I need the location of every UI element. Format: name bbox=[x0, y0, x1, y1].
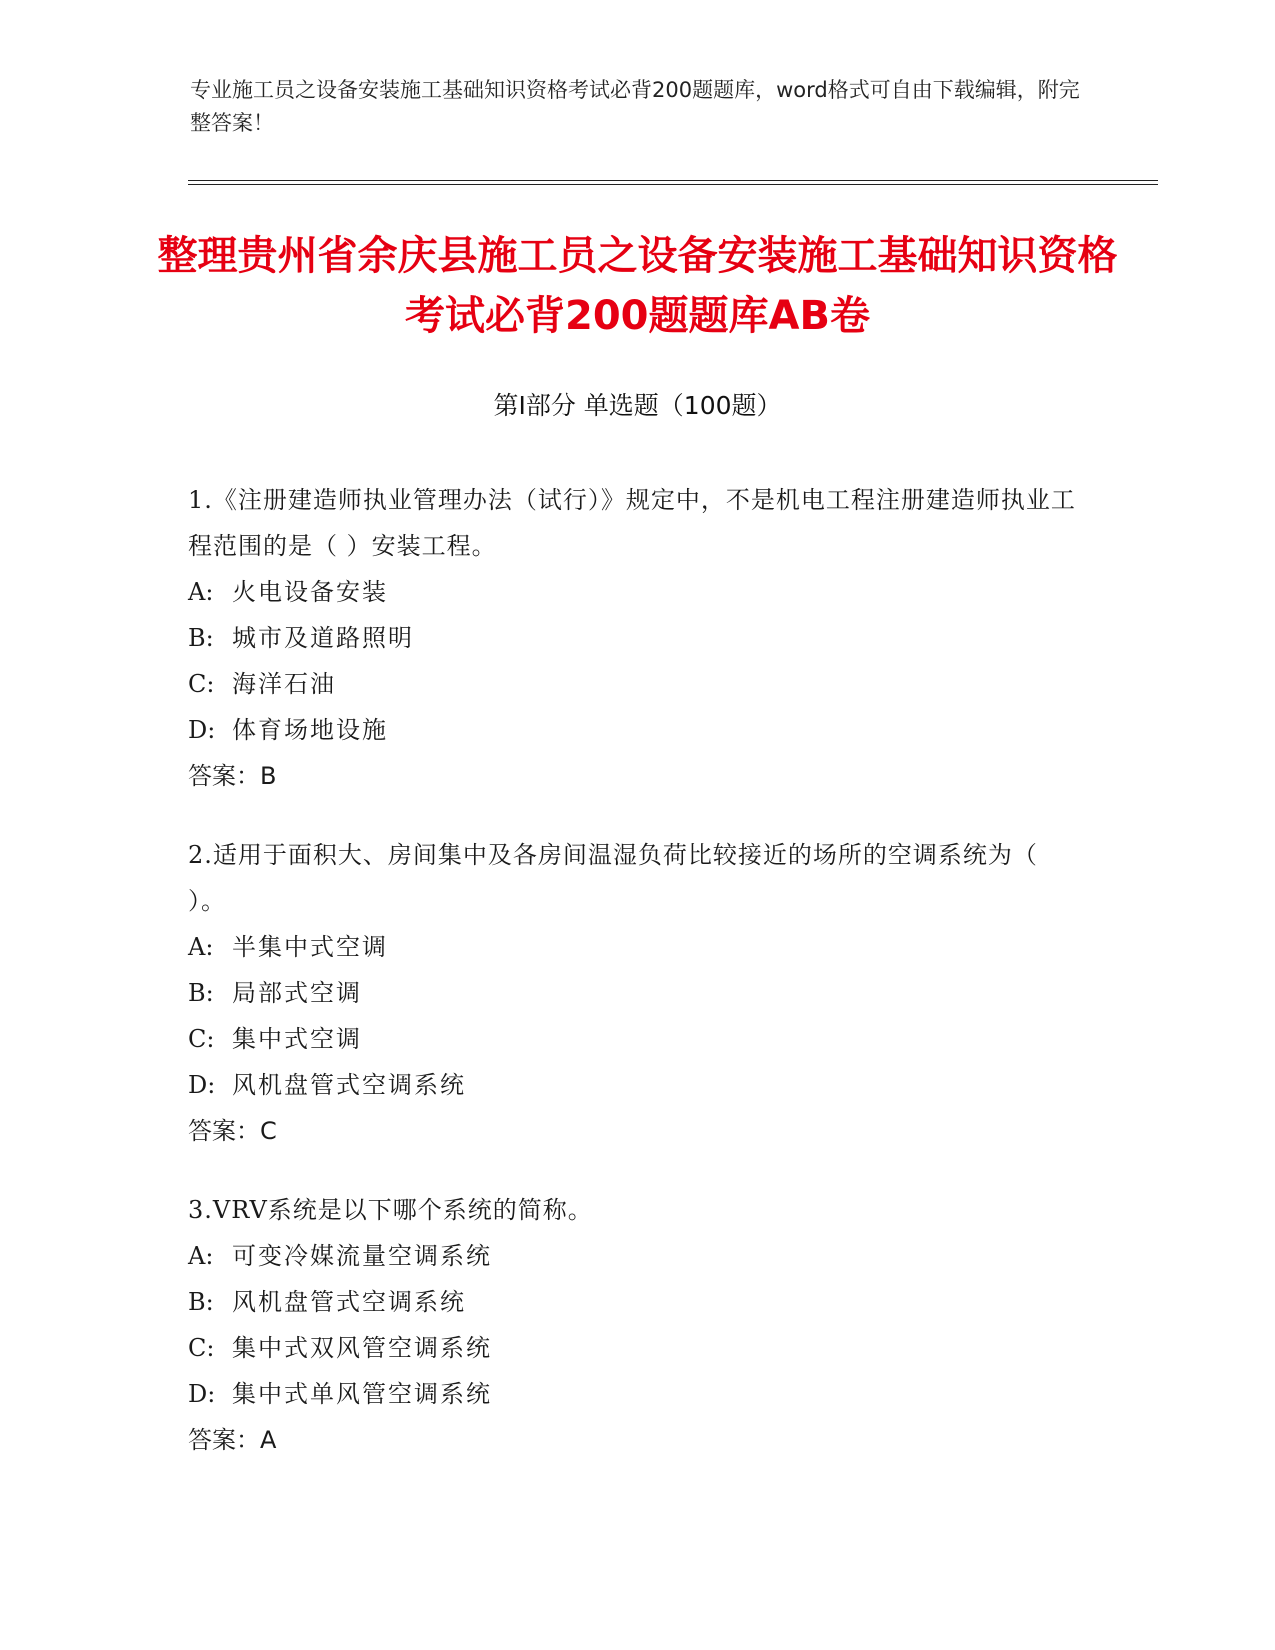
option-letter: B: bbox=[188, 979, 214, 1007]
header-divider-thin bbox=[188, 184, 1158, 185]
option-c bbox=[188, 1016, 1078, 1062]
option-text: 风机盘管式空调系统 bbox=[232, 1288, 466, 1316]
option-text: 城市及道路照明 bbox=[232, 624, 414, 652]
option-text: 局部式空调 bbox=[232, 979, 362, 1007]
section-title: 第Ⅰ部分 单选题（100题） bbox=[493, 391, 782, 420]
answer: 答案：B bbox=[188, 762, 277, 790]
option-letter: D: bbox=[188, 716, 216, 744]
question-2 bbox=[188, 832, 1078, 1154]
option-letter: A: bbox=[188, 578, 214, 606]
question-1 bbox=[188, 477, 1078, 799]
header-divider-thick bbox=[188, 180, 1158, 181]
option-text: 风机盘管式空调系统 bbox=[232, 1071, 466, 1099]
option-letter: A: bbox=[188, 933, 214, 961]
option-text: 可变冷媒流量空调系统 bbox=[232, 1242, 492, 1270]
option-d bbox=[188, 707, 1078, 753]
question-stem: 3.VRV系统是以下哪个系统的简称。 bbox=[188, 1196, 593, 1224]
answer: 答案：C bbox=[188, 1117, 277, 1145]
option-text: 体育场地设施 bbox=[232, 716, 388, 744]
question-3 bbox=[188, 1187, 1078, 1463]
option-text: 半集中式空调 bbox=[232, 933, 388, 961]
option-a bbox=[188, 1233, 1078, 1279]
option-letter: C: bbox=[188, 1025, 215, 1053]
option-a bbox=[188, 924, 1078, 970]
option-letter: A: bbox=[188, 1242, 214, 1270]
option-text: 火电设备安装 bbox=[232, 578, 388, 606]
answer: 答案：A bbox=[188, 1426, 277, 1454]
header-note: 专业施工员之设备安装施工基础知识资格考试必背200题题库，word格式可自由下载编辑，附完整答案！ bbox=[190, 78, 1080, 135]
option-d bbox=[188, 1371, 1078, 1417]
option-letter: D: bbox=[188, 1380, 216, 1408]
option-letter: B: bbox=[188, 1288, 214, 1316]
option-letter: C: bbox=[188, 1334, 215, 1362]
option-text: 集中式空调 bbox=[232, 1025, 362, 1053]
question-stem: 1.《注册建造师执业管理办法（试行）》规定中，不是机电工程注册建造师执业工程范围的是（ ）安装工程。 bbox=[188, 486, 1076, 560]
option-letter: C: bbox=[188, 670, 215, 698]
option-c bbox=[188, 661, 1078, 707]
option-c bbox=[188, 1325, 1078, 1371]
document-title: 整理贵州省余庆县施工员之设备安装施工基础知识资格考试必背200题题库AB卷 bbox=[157, 233, 1118, 339]
question-stem: 2.适用于面积大、房间集中及各房间温湿负荷比较接近的场所的空调系统为（ ）。 bbox=[188, 841, 1038, 915]
option-b bbox=[188, 970, 1078, 1016]
question-list bbox=[188, 477, 1078, 1496]
option-letter: D: bbox=[188, 1071, 216, 1099]
option-d bbox=[188, 1062, 1078, 1108]
option-b bbox=[188, 615, 1078, 661]
option-a bbox=[188, 569, 1078, 615]
option-b bbox=[188, 1279, 1078, 1325]
option-letter: B: bbox=[188, 624, 214, 652]
option-text: 集中式单风管空调系统 bbox=[232, 1380, 492, 1408]
option-text: 海洋石油 bbox=[232, 670, 336, 698]
option-text: 集中式双风管空调系统 bbox=[232, 1334, 492, 1362]
